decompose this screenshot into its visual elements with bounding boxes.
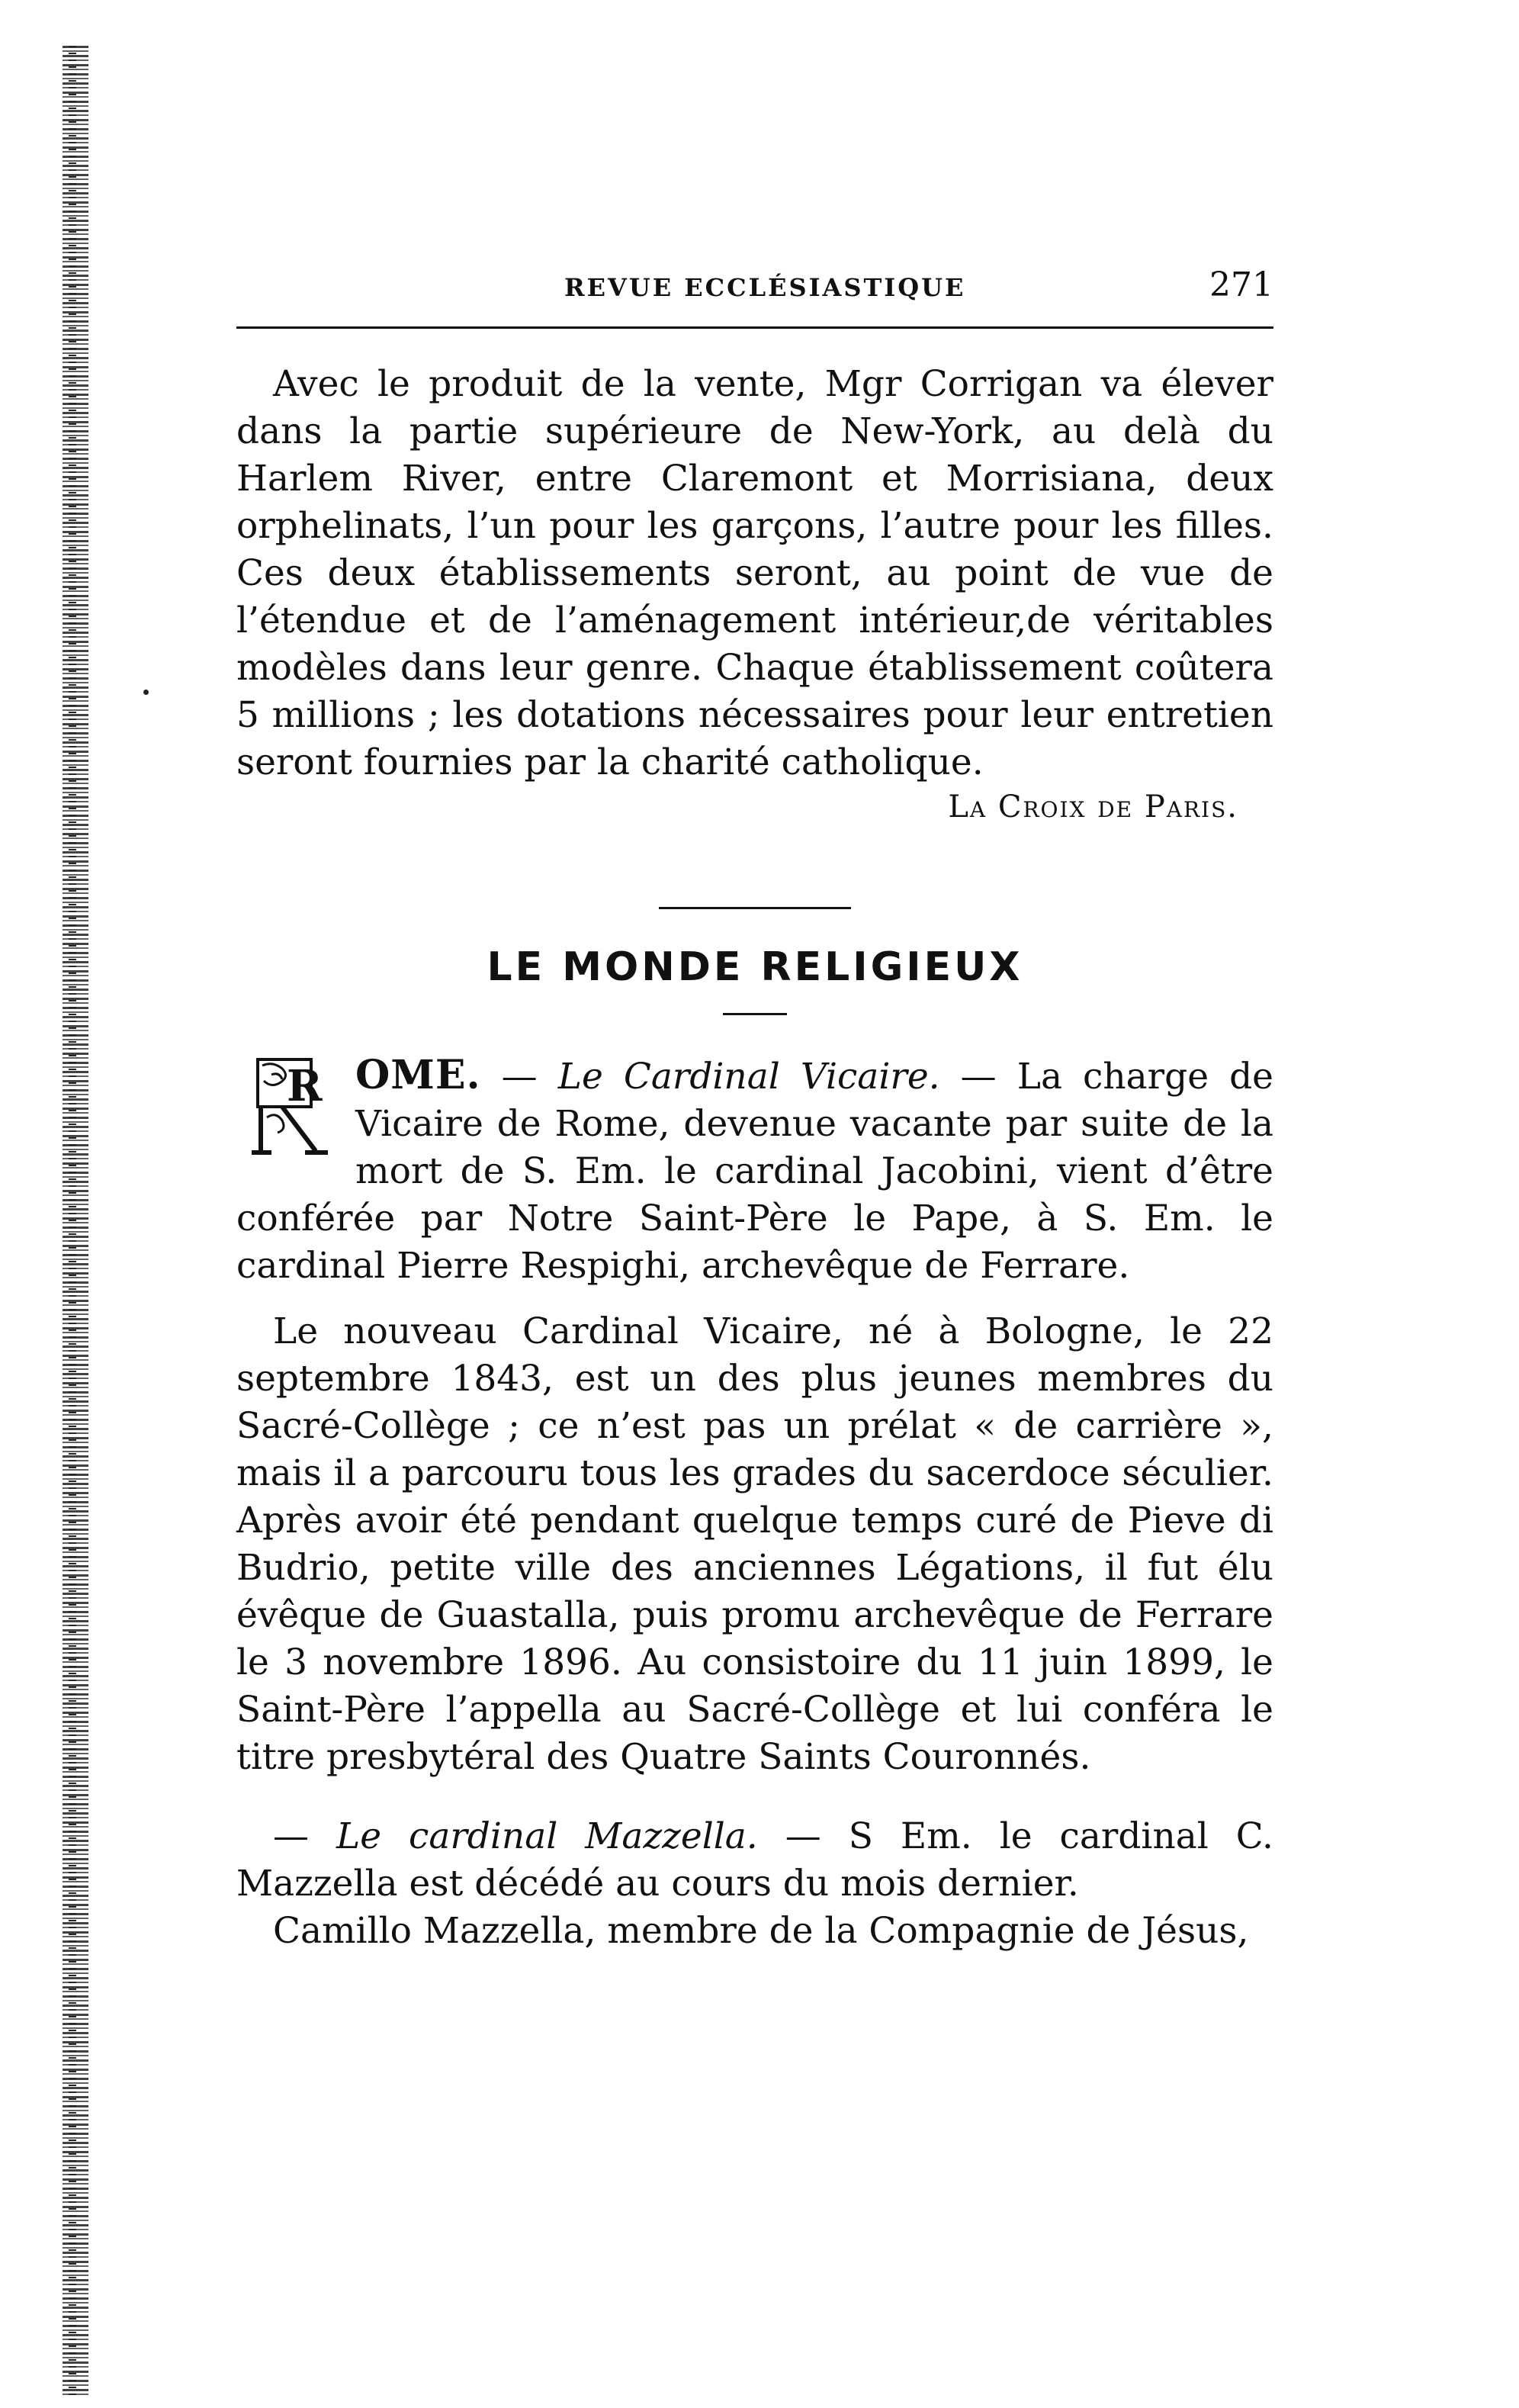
rome-paragraph-2: Le nouveau Cardinal Vicaire, né à Bologne, le 22 septembre 1843, est un des plus jeunes membres du Sacré-Collège ; ce n’est pas un prélat « de carrière », mais il a parcouru tous les grades du sacerdoce séculier. Après avoir été pendant quelque temps curé de Pieve di Budrio, petite ville des anciennes Légations, il fut élu évêque de Guastalla, puis promu archevêque de Ferrare le 3 novembre 1896. Au consistoire du 11 juin 1899, le Saint-Père l’appella au Sacré-Collège et lui conféra le titre presbytéral des Quatre Saints Couronnés. (236, 1310, 1273, 1778)
mazzella-paragraph (236, 1813, 1273, 1908)
rome-lead-text: — La charge de Vicaire de Rome, devenue vacante par suite de la mort de S. Em. le cardinal Jacobini, vient d’être conférée par Notre Saint-Père le Pape, à S. Em. le cardinal Pierre Respighi, archevêque de Ferrare. (236, 1056, 1273, 1287)
binding-edge (63, 46, 88, 2395)
rome-lead-word: OME. (355, 1052, 481, 1098)
running-header (236, 259, 1273, 313)
page-number: 271 (1209, 265, 1273, 304)
ink-speck (143, 690, 149, 695)
page (236, 259, 1273, 1955)
mazzella-lead-text: — S Em. le cardinal C. Mazzella est décédé au cours du mois dernier. (236, 1815, 1273, 1905)
section-divider (659, 907, 851, 909)
source-attribution: La Croix de Paris. (948, 789, 1238, 825)
title-underline (723, 1013, 787, 1015)
dropcap-letter: R (287, 1061, 323, 1111)
article-paragraph: Avec le produit de la vente, Mgr Corrigan va élever dans la partie supérieure de New-York, au delà du Harlem River, entre Claremont et Morrisiana, deux orphelinats, l’un pour les garçons, l’autre pour les filles. Ces deux établissements seront, au point de vue de l’étendue et de l’aménagement intérieur,de véritables modèles dans leur genre. Chaque établissement coûtera 5 millions ; les dotations nécessaires pour leur entretien seront fournies par la charité catholique. (236, 363, 1273, 783)
header-rule (236, 326, 1273, 329)
mazzella-paragraph-2: Camillo Mazzella, membre de la Compagnie de Jésus, (273, 1910, 1249, 1952)
dropcap-r-icon (236, 1056, 348, 1159)
rome-paragraph (236, 1052, 1273, 1290)
rome-subtitle: Le Cardinal Vicaire. (557, 1056, 940, 1098)
running-title: REVUE ECCLÉSIASTIQUE (564, 273, 966, 302)
rome-dash: — (480, 1056, 558, 1098)
section-title: LE MONDE RELIGIEUX (487, 944, 1023, 990)
mazzella-subtitle: Le cardinal Mazzella. (336, 1815, 758, 1857)
mazzella-dash: — (273, 1815, 336, 1857)
